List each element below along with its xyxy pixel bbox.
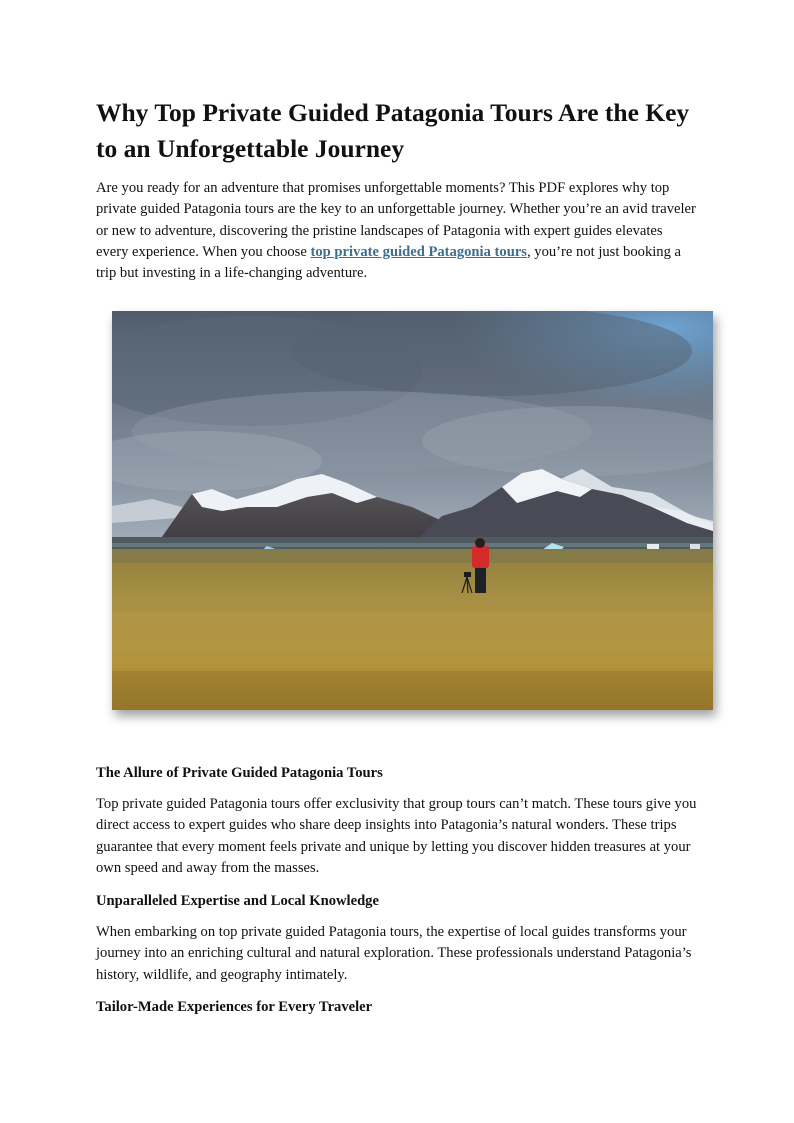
section-heading-tailor-made: Tailor-Made Experiences for Every Traveler (96, 999, 373, 1015)
section-body-expertise: When embarking on top private guided Patagonia tours, the expertise of local guides transforms your journey into an enriching cultural and natural exploration. These professionals understand Patagonia’s history, wildlife, and geography intimately. (96, 924, 692, 983)
intro-paragraph (96, 178, 698, 284)
page-title: Why Top Private Guided Patagonia Tours Are the Key to an Unforgettable Journey (96, 98, 690, 163)
section-heading-expertise: Unparalleled Expertise and Local Knowledge (96, 893, 379, 909)
section-heading-allure: The Allure of Private Guided Patagonia Tours (96, 765, 383, 781)
patagonia-landscape-photo (112, 311, 713, 710)
section-body-allure: Top private guided Patagonia tours offer exclusivity that group tours can’t match. These tours give you direct access to expert guides who share deep insights into Patagonia’s natural wonders. These trips guarantee that every moment feels private and unique by letting you discover hidden treasures at your own speed and away from the masses. (96, 796, 697, 876)
intro-text-after-link: , you’re not just booking a trip but investing in a life-changing adventure. (96, 243, 682, 282)
tours-link[interactable]: top private guided Patagonia tours (310, 243, 527, 260)
intro-text-before-link: Are you ready for an adventure that promises unforgettable moments? This PDF explores why top private guided Patagonia tours are the key to an unforgettable journey. Whether you’re an avid traveler or new to adventure, discovering the pristine landscapes of Patagonia with expert guides elevates every experience. When you choose (96, 180, 696, 260)
